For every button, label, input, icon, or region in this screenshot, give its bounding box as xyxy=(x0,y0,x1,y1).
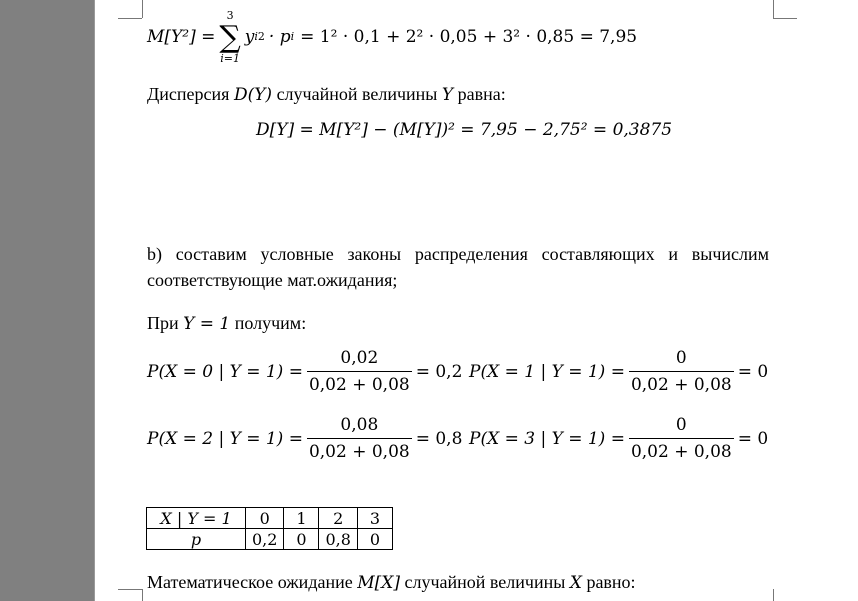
conditional-prob-x0 xyxy=(147,348,462,395)
prob-numerator: 0,02 xyxy=(307,348,412,372)
prob-fraction xyxy=(629,348,734,395)
table-cell: 1 xyxy=(284,508,319,529)
prob-denominator: 0,02 + 0,08 xyxy=(308,442,410,462)
formula-variance: D[Y] = M[Y²] − (M[Y])² = 7,95 − 2,75² = 0,3875 xyxy=(256,120,673,140)
condition-expr: Y = 1 xyxy=(183,314,231,334)
prob-denominator: 0,02 + 0,08 xyxy=(630,375,732,395)
variance-suffix: равна: xyxy=(453,84,506,104)
conditional-prob-x2 xyxy=(147,415,462,462)
table-cell: 0 xyxy=(284,529,319,550)
section-b-line2: соответствующие мат.ожидания; xyxy=(147,270,398,290)
expectation-suffix: равно: xyxy=(581,572,636,592)
prob-lhs: P(X = 0 | Y = 1) = xyxy=(147,361,303,382)
expectation-middle: случайной величины xyxy=(400,572,570,592)
prob-lhs: P(X = 2 | Y = 1) = xyxy=(147,428,303,449)
table-cell: p xyxy=(147,529,246,550)
table-cell: 0 xyxy=(357,529,392,550)
variance-prefix: Дисперсия xyxy=(147,84,234,104)
table-cell: 2 xyxy=(319,508,357,529)
prob-numerator: 0,08 xyxy=(307,415,412,439)
page-edge-left xyxy=(94,0,95,601)
prob-result: = 0 xyxy=(737,361,769,382)
crop-mark-top-left xyxy=(142,0,143,18)
table-cell: 3 xyxy=(357,508,392,529)
crop-mark-bottom-right xyxy=(773,589,774,601)
expectation-prefix: Математическое ожидание xyxy=(147,572,358,592)
table-row xyxy=(147,529,393,550)
table-cell: 0,2 xyxy=(246,529,284,550)
table-header-row xyxy=(147,508,393,529)
prob-result: = 0,8 xyxy=(415,428,463,449)
crop-mark-bottom-left xyxy=(142,589,143,601)
formula-lhs: M[Y²] = xyxy=(147,27,216,47)
prob-numerator: 0 xyxy=(629,348,734,372)
condition-prefix: При xyxy=(147,313,184,333)
formula-expectation-y-squared: M[Y²] = 3 ∑ i=1 y i 2 · p i = 1² · 0,1 + 2² · 0,05 + 3² · 0,85 = 7,95 xyxy=(147,9,638,65)
prob-lhs: P(X = 3 | Y = 1) = xyxy=(469,428,625,449)
table-cell: X | Y = 1 xyxy=(147,508,246,529)
variance-var: Y xyxy=(441,85,454,105)
crop-mark-top-left-h xyxy=(118,18,142,19)
sum-lower-limit: i=1 xyxy=(220,52,240,65)
sigma-symbol: ∑ xyxy=(219,20,241,55)
condition-sentence xyxy=(147,313,306,334)
prob-fraction xyxy=(307,348,412,395)
sum-upper-limit: 3 xyxy=(226,9,234,22)
conditional-prob-x3 xyxy=(469,415,768,462)
crop-mark-top-right xyxy=(773,0,774,18)
prob-fraction xyxy=(629,415,734,462)
prob-fraction xyxy=(307,415,412,462)
section-b-line1: b) составим условные законы распределения составляющих и вычислим xyxy=(147,244,769,264)
variance-symbol: D(Y) xyxy=(233,85,273,105)
prob-denominator: 0,02 + 0,08 xyxy=(630,442,732,462)
summation xyxy=(219,9,240,65)
sum-body-var: y xyxy=(244,27,255,47)
variance-middle: случайной величины xyxy=(272,84,442,104)
distribution-table xyxy=(146,507,393,550)
expectation-var: X xyxy=(569,573,582,593)
condition-suffix: получим: xyxy=(230,313,307,333)
crop-mark-top-right-h xyxy=(773,18,797,19)
expectation-sentence xyxy=(147,572,636,593)
prob-denominator: 0,02 + 0,08 xyxy=(308,375,410,395)
prob-numerator: 0 xyxy=(629,415,734,439)
crop-mark-bottom-left-h xyxy=(118,589,142,590)
expectation-symbol: M[X] xyxy=(357,573,400,593)
variance-sentence xyxy=(147,84,506,105)
prob-result: = 0 xyxy=(737,428,769,449)
table-cell: 0 xyxy=(246,508,284,529)
formula-rhs: = 1² · 0,1 + 2² · 0,05 + 3² · 0,85 = 7,95 xyxy=(300,27,638,47)
sum-mult: · p xyxy=(268,27,291,47)
conditional-prob-x1 xyxy=(469,348,768,395)
prob-lhs: P(X = 1 | Y = 1) = xyxy=(469,361,625,382)
prob-result: = 0,2 xyxy=(415,361,463,382)
table-cell: 0,8 xyxy=(319,529,357,550)
